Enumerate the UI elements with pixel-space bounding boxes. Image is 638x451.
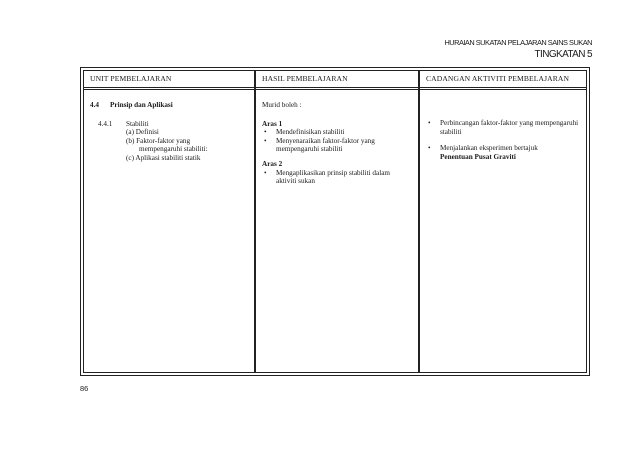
bullet-icon: • xyxy=(264,128,267,137)
level-1-list xyxy=(262,128,412,154)
header-learning-outcomes: HASIL PEMBELAJARAN xyxy=(256,71,418,90)
list-item-text: Menjalankan eksperimen bertajuk xyxy=(440,144,538,153)
list-item-text: Menyenaraikan faktor-faktor yang mempengaruhi stabiliti xyxy=(276,136,375,154)
subunit-item: (b) Faktor-faktor yang xyxy=(126,136,191,145)
list-item-bold-text: Penentuan Pusat Graviti xyxy=(440,152,516,161)
column-learning-unit xyxy=(84,71,254,372)
list-item-text: Perbincangan faktor-faktor yang mempengaruhi stabiliti xyxy=(440,119,579,136)
suggested-activities-cell xyxy=(420,90,586,161)
learning-unit-cell xyxy=(84,90,254,163)
column-suggested-activities xyxy=(418,71,586,372)
list-item-text: Mengaplikasikan prinsip stabiliti dalam aktiviti sukan xyxy=(276,168,390,186)
subunit-content xyxy=(126,120,207,163)
header-learning-unit: UNIT PEMBELAJARAN xyxy=(84,71,254,90)
bullet-icon: • xyxy=(264,168,267,177)
unit-title: Prinsip dan Aplikasi xyxy=(110,101,173,109)
page-number: 86 xyxy=(80,384,89,393)
header-form-level: TINGKATAN 5 xyxy=(534,49,592,60)
level-2-title: Aras 2 xyxy=(262,159,283,168)
bullet-icon: • xyxy=(428,119,431,127)
subunit-block xyxy=(90,120,248,163)
bullet-icon: • xyxy=(428,144,431,153)
header-suggested-activities: CADANGAN AKTIVITI PEMBELAJARAN xyxy=(420,71,586,90)
header-title: HURAIAN SUKATAN PELAJARAN SAINS SUKAN xyxy=(444,38,592,47)
unit-heading xyxy=(90,101,248,110)
subunit-title: Stabiliti xyxy=(126,119,149,128)
syllabus-table xyxy=(80,67,590,376)
list-item xyxy=(262,137,412,154)
subunit-number: 4.4.1 xyxy=(98,119,113,128)
list-item xyxy=(262,169,412,186)
activities-list xyxy=(426,119,580,161)
list-item xyxy=(426,119,580,136)
subunit-item-continuation: mempengaruhi stabiliti: xyxy=(139,145,208,154)
subunit-item: (a) Definisi xyxy=(126,128,159,137)
outcomes-intro: Murid boleh : xyxy=(262,101,302,109)
unit-number: 4.4 xyxy=(90,101,99,109)
learning-outcomes-cell xyxy=(256,90,418,186)
subunit-item: (c) Aplikasi stabiliti statik xyxy=(126,153,201,162)
column-learning-outcomes xyxy=(254,71,418,372)
bullet-icon: • xyxy=(264,136,267,145)
level-1-title: Aras 1 xyxy=(262,119,283,128)
list-item xyxy=(426,144,580,161)
list-item-text: Mendefinisikan stabiliti xyxy=(276,128,345,137)
list-item xyxy=(262,128,412,137)
level-2-list xyxy=(262,169,412,186)
syllabus-table-inner xyxy=(83,70,587,373)
